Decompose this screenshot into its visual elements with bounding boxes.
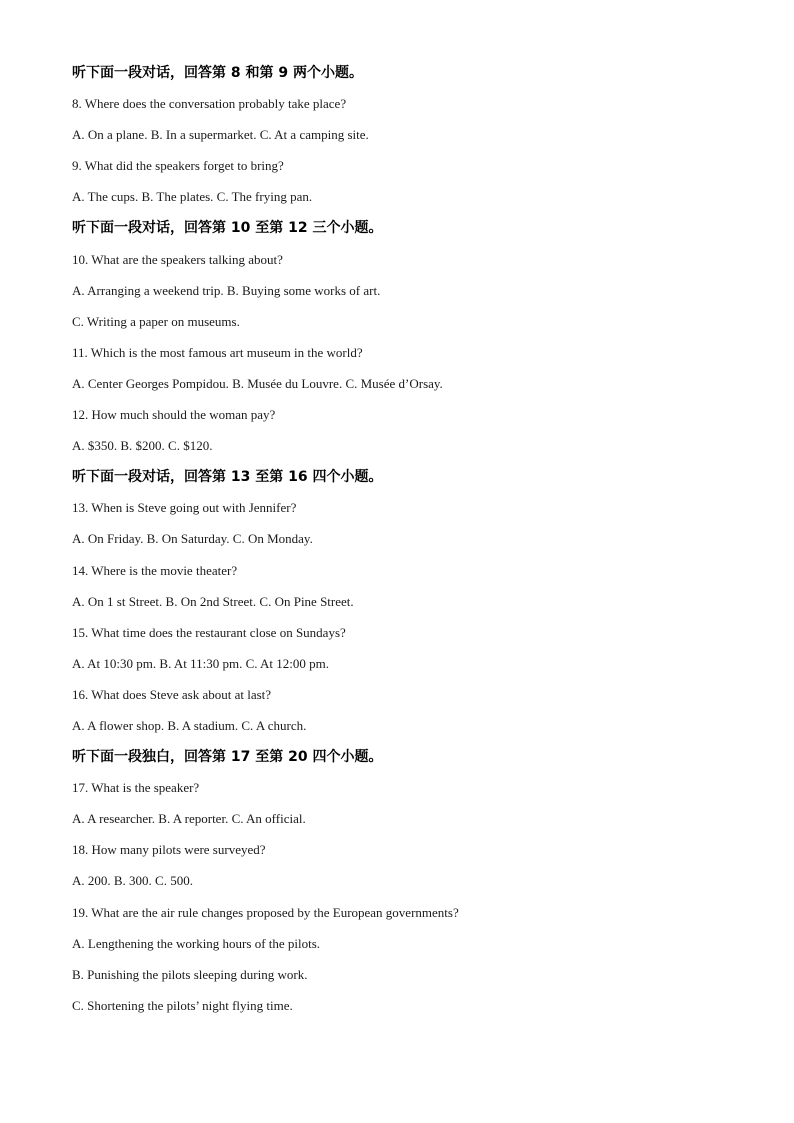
question-9-options: A. The cups. B. The plates. C. The frying pan. <box>72 189 313 205</box>
question-17-options: A. A researcher. B. A reporter. C. An official. <box>72 811 306 827</box>
section-heading-8-9: 听下面一段对话，回答第 8 和第 9 两个小题。 <box>72 65 363 81</box>
question-19: 19. What are the air rule changes proposed by the European governments? <box>72 904 459 920</box>
question-17: 17. What is the speaker? <box>72 780 200 796</box>
section-heading-13-16: 听下面一段对话，回答第 13 至第 16 四个小题。 <box>72 469 383 486</box>
question-18: 18. How many pilots were surveyed? <box>72 842 266 858</box>
question-12: 12. How much should the woman pay? <box>72 407 276 423</box>
question-15: 15. What time does the restaurant close on Sundays? <box>72 624 346 640</box>
question-19-option-c: C. Shortening the pilots’ night flying time. <box>72 997 293 1013</box>
question-16: 16. What does Steve ask about at last? <box>72 686 272 702</box>
question-9: 9. What did the speakers forget to bring? <box>72 158 284 174</box>
section-heading-17-20: 听下面一段独白，回答第 17 至第 20 四个小题。 <box>72 749 383 766</box>
question-19-option-a: A. Lengthening the working hours of the pilots. <box>72 935 321 951</box>
question-8-options: A. On a plane. B. In a supermarket. C. At a camping site. <box>72 127 369 143</box>
question-10-options-ab: A. Arranging a weekend trip. B. Buying some works of art. <box>72 282 381 298</box>
question-13: 13. When is Steve going out with Jennifer? <box>72 500 297 516</box>
question-12-options: A. $350. B. $200. C. $120. <box>72 438 213 454</box>
question-10: 10. What are the speakers talking about? <box>72 251 283 267</box>
question-18-options: A. 200. B. 300. C. 500. <box>72 873 193 889</box>
question-16-options: A. A flower shop. B. A stadium. C. A church. <box>72 717 307 733</box>
question-8: 8. Where does the conversation probably take place? <box>72 96 347 112</box>
question-13-options: A. On Friday. B. On Saturday. C. On Monday. <box>72 531 313 547</box>
question-15-options: A. At 10:30 pm. B. At 11:30 pm. C. At 12:00 pm. <box>72 655 330 671</box>
question-19-option-b: B. Punishing the pilots sleeping during work. <box>72 966 308 982</box>
question-11: 11. Which is the most famous art museum in the world? <box>72 344 363 360</box>
question-14: 14. Where is the movie theater? <box>72 562 238 578</box>
exam-page <box>72 64 722 1028</box>
question-11-options: A. Center Georges Pompidou. B. Musée du Louvre. C. Musée d’Orsay. <box>72 375 443 391</box>
question-14-options: A. On 1 st Street. B. On 2nd Street. C. On Pine Street. <box>72 593 354 609</box>
section-heading-10-12: 听下面一段对话，回答第 10 至第 12 三个小题。 <box>72 220 383 237</box>
question-10-options-c: C. Writing a paper on museums. <box>72 313 240 329</box>
